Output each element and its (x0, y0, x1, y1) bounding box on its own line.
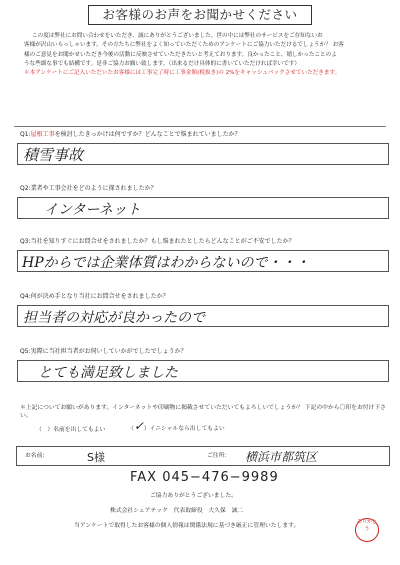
cashback-note: ＊本アンケートにご記入いただいたお客様には工事完了時に工事金額(税抜き)の 2%をキャッシュバックさせていただきます。 (24, 70, 341, 77)
intro-line: うな些細な事でも結構です。是非ご協力お願い致します。（出来るだけ具体的に書いていただければ幸いです） (24, 60, 300, 67)
answer-4: 担当者の対応が良かったので (23, 310, 205, 326)
consent-text: ＊上記についてお願いがあります。インターネットや印刷物に掲載させていただいてもよろしいでしょうか？ 下記の中から〇印をお付け下さい。 (20, 405, 386, 419)
consent-option-initial[interactable] (128, 419, 225, 433)
answer-box-3 (17, 250, 389, 272)
question-1 (20, 131, 241, 139)
fax-number: FAX 045−476−9989 (130, 470, 279, 485)
option-label: ）イニシャルなら出してもよい (143, 426, 225, 432)
intro-line: 客様が沢山いらっしゃいます。その方たちに弊社をよく知っていただくためのアンケートにご協力いただけるでしょうか？ お客 (24, 42, 344, 49)
question-number: Q1: (20, 131, 31, 138)
answer-2: インターネット (44, 202, 141, 218)
paren: （ (128, 426, 134, 432)
question-text: 当社を知りすぐにお問合せをされましたか？もし悩まれたとしたらどんなことがご不安でしたか？ (30, 238, 295, 245)
name-label: お名前： (25, 453, 49, 459)
answer-3: HPからでは企業体質はわからないので・・・ (22, 255, 310, 271)
answer-box-2 (17, 197, 389, 219)
name-value: S様 (87, 451, 105, 464)
question-number: Q5: (20, 348, 31, 355)
divider (14, 126, 386, 127)
intro-line: この度は弊社にお問い合わせをいただき、誠にありがとうございました。世の中には弊社のサービスをご存知ないお (32, 33, 323, 39)
question-text: 何が決め手となり当社にお問合せをされましたか？ (30, 293, 169, 300)
page-title: お客様のお声をお聞かせください (88, 5, 312, 25)
option-label: ）名前を出してもよい (47, 427, 106, 433)
question-4 (20, 293, 169, 301)
question-2 (20, 185, 157, 193)
thanks-text: ご協力ありがとうございました。 (150, 493, 237, 499)
question-highlight: 屋根工事 (30, 131, 55, 138)
question-number: Q4: (20, 293, 31, 300)
address-value: 横浜市都筑区 (245, 450, 318, 464)
answer-box-5 (17, 360, 389, 382)
consent-option-name[interactable] (36, 426, 105, 434)
customer-info-row (16, 446, 390, 466)
question-3 (20, 238, 295, 246)
address-label: ご住所： (207, 453, 231, 459)
answer-5: とても満足致しました (38, 365, 178, 381)
privacy-text: 当アンケートで取得したお客様の個人情報は関係法規に基づき厳正に管理いたします。 (74, 523, 300, 529)
answer-box-4 (17, 305, 389, 327)
check-mark-icon: ✓ (133, 419, 144, 433)
question-text: を検討したきっかけは何ですか？どんなことで悩まれていましたか？ (54, 131, 241, 138)
answer-box-1 (17, 143, 389, 165)
company-text: 株式会社シェアテック 代表取締役 大久保 誠二 (110, 508, 244, 514)
question-number: Q3: (20, 238, 31, 245)
question-text: 業者や工事会社をどのように探されましたか？ (30, 185, 157, 192)
intro-text (24, 32, 379, 78)
intro-line: 様のご意見をお聞かせいただき今後の活動に反映させていただきたいと考えております。良かったこと、嬉しかったことのよ (24, 51, 337, 58)
question-5 (20, 348, 187, 356)
paren: （ (36, 427, 42, 433)
question-number: Q2: (20, 185, 31, 192)
question-text: 実際に当社担当者がお伺いしていかがでしたでしょうか？ (30, 348, 187, 355)
thank-you-stamp: ありがとう (355, 518, 379, 542)
answer-1: 積雪事故 (23, 146, 84, 164)
